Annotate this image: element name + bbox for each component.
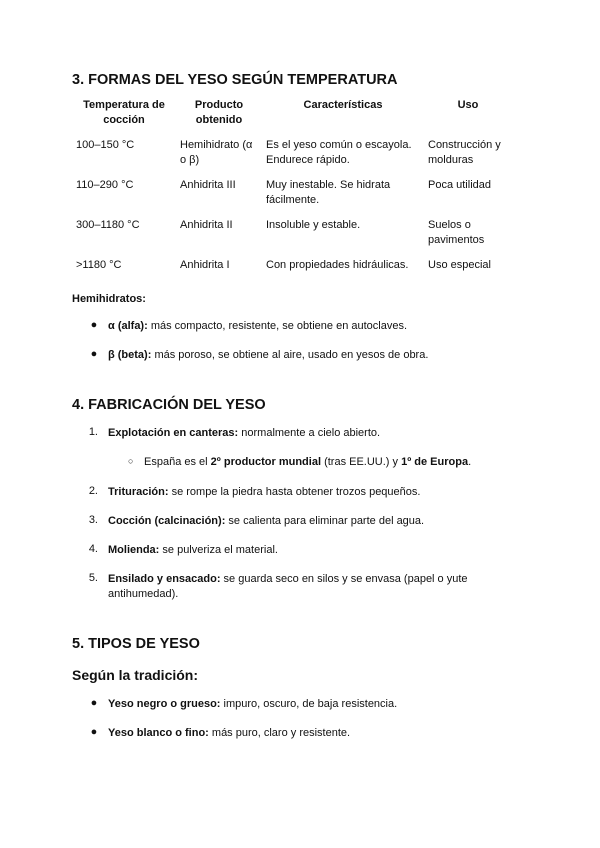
bullet-icon: ● xyxy=(90,348,98,360)
list-item-term: α (alfa): xyxy=(108,320,148,332)
step-desc: se rompe la piedra hasta obtener trozos pequeños. xyxy=(168,486,421,498)
table-cell: >1180 °C xyxy=(76,259,122,271)
list-item xyxy=(108,319,407,334)
step-desc: se calienta para eliminar parte del agua. xyxy=(225,515,425,527)
list-item xyxy=(108,726,350,741)
table-cell: Hemihidrato (α o β) xyxy=(180,139,253,166)
table-cell: Insoluble y estable. xyxy=(266,219,361,231)
list-item-term: β (beta): xyxy=(108,349,152,361)
bullet-icon: ● xyxy=(90,697,98,709)
table-cell: Anhidrita I xyxy=(180,259,230,271)
step-term: Explotación en canteras: xyxy=(108,427,239,439)
list-item-desc: más compacto, resistente, se obtiene en autoclaves. xyxy=(147,320,408,332)
hollow-bullet-icon: ○ xyxy=(128,456,134,466)
step-desc: normalmente a cielo abierto. xyxy=(238,427,381,439)
table-cell: Suelos o pavimentos xyxy=(428,219,485,246)
table-cell: Anhidrita III xyxy=(180,179,236,191)
sub-item-bold: 2º productor mundial xyxy=(210,456,322,468)
step-desc-continued: antihumedad). xyxy=(108,588,179,600)
list-item-desc: más poroso, se obtiene al aire, usado en yesos de obra. xyxy=(151,349,429,361)
table-cell: Es el yeso común o escayola. Endurece rápido. xyxy=(266,139,412,166)
sub-item-text: . xyxy=(468,456,472,468)
table-cell: Uso especial xyxy=(428,259,491,271)
step-number: 4. xyxy=(88,543,98,555)
step-number: 3. xyxy=(88,514,98,526)
table-cell: 300–1180 °C xyxy=(76,219,140,231)
list-item xyxy=(108,697,397,712)
table-cell: Con propiedades hidráulicas. xyxy=(266,259,409,271)
section-3-heading: 3. FORMAS DEL YESO SEGÚN TEMPERATURA xyxy=(72,72,398,88)
table-cell: Muy inestable. Se hidrata fácilmente. xyxy=(266,179,391,206)
sub-item-text: (tras EE.UU.) y xyxy=(321,456,402,468)
step-term: Cocción (calcinación): xyxy=(108,515,226,527)
table-row xyxy=(72,178,512,218)
step-item xyxy=(108,485,420,500)
list-item-term: Yeso blanco o fino: xyxy=(108,727,209,739)
list-item-desc: impuro, oscuro, de baja resistencia. xyxy=(220,698,398,710)
table-row xyxy=(72,218,512,258)
list-item-term: Yeso negro o grueso: xyxy=(108,698,221,710)
list-item xyxy=(108,348,428,363)
table-header: Características xyxy=(303,99,383,111)
table-header: Producto obtenido xyxy=(194,99,244,126)
table-cell: Poca utilidad xyxy=(428,179,491,191)
bullet-icon: ● xyxy=(90,319,98,331)
table-cell: 110–290 °C xyxy=(76,179,134,191)
step-desc: se guarda seco en silos y se envasa (papel o yute xyxy=(220,573,468,585)
step-term: Molienda: xyxy=(108,544,160,556)
table-row xyxy=(72,138,512,178)
section-5-heading: 5. TIPOS DE YESO xyxy=(72,636,200,652)
temperature-table xyxy=(72,98,512,284)
hemihidratos-label: Hemihidratos: xyxy=(72,293,146,305)
section-5-subheading: Según la tradición: xyxy=(72,667,199,683)
section-4-heading: 4. FABRICACIÓN DEL YESO xyxy=(72,397,266,413)
table-header: Temperatura de cocción xyxy=(83,99,165,126)
step-item xyxy=(108,426,380,441)
step-term: Trituración: xyxy=(108,486,169,498)
sub-item-text: España es el xyxy=(144,456,211,468)
table-cell: 100–150 °C xyxy=(76,139,135,151)
bullet-icon: ● xyxy=(90,726,98,738)
step-number: 2. xyxy=(88,485,98,497)
table-row xyxy=(72,258,512,284)
table-header: Uso xyxy=(457,99,479,111)
step-item xyxy=(108,514,424,529)
sub-item xyxy=(144,455,471,470)
step-number: 5. xyxy=(88,572,98,584)
table-header-row xyxy=(72,98,512,138)
step-item xyxy=(108,543,278,558)
step-term: Ensilado y ensacado: xyxy=(108,573,221,585)
table-cell: Anhidrita II xyxy=(180,219,233,231)
step-number: 1. xyxy=(88,426,98,438)
sub-item-bold: 1º de Europa xyxy=(401,456,469,468)
list-item-desc: más puro, claro y resistente. xyxy=(208,727,351,739)
table-cell: Construcción y molduras xyxy=(428,139,501,166)
step-item xyxy=(108,572,468,587)
step-desc: se pulveriza el material. xyxy=(159,544,278,556)
